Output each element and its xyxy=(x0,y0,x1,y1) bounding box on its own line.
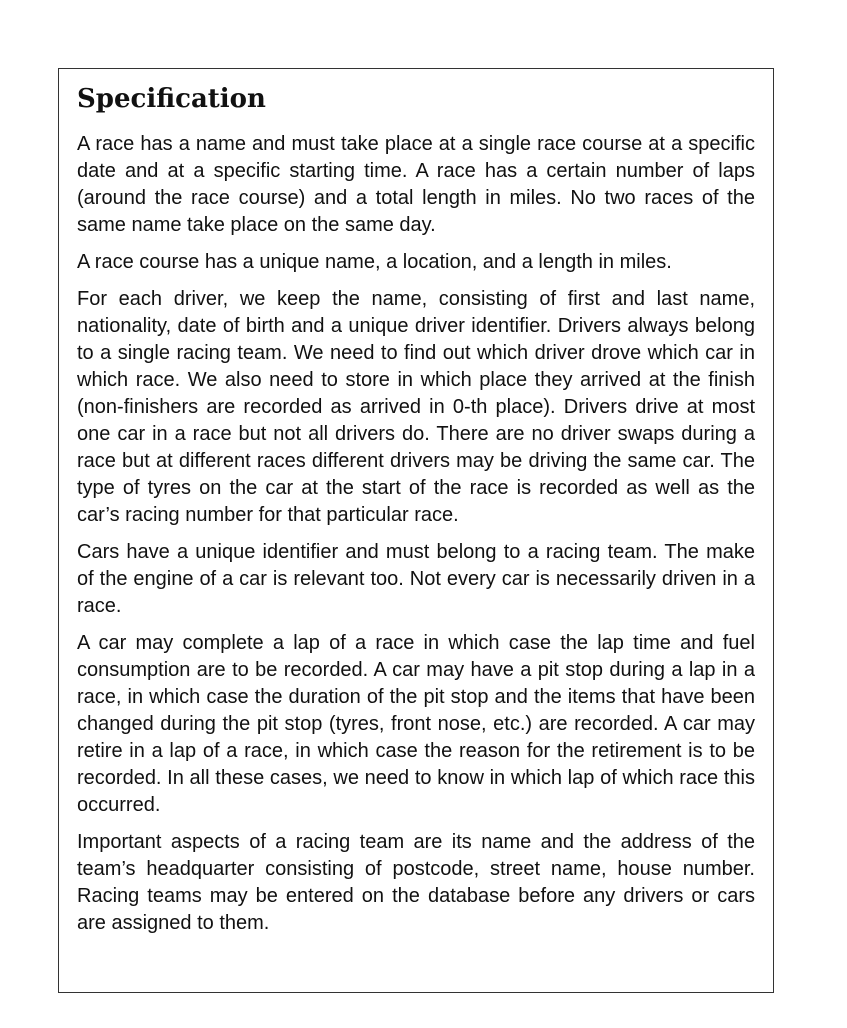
paragraph-racing-team: Important aspects of a racing team are its name and the address of the team’s headquarter consisting of postcode, street name, house number. Racing teams may be entered on the database before any drivers or cars are assigned to them. xyxy=(77,831,755,934)
paragraph-race-course: A race course has a unique name, a location, and a length in miles. xyxy=(77,251,672,273)
paragraph-cars: Cars have a unique identifier and must belong to a racing team. The make of the engine of a car is relevant too. Not every car is necessarily driven in a race. xyxy=(77,541,755,617)
paragraph-race: A race has a name and must take place at a single race course at a specific date and at a specific starting time. A race has a certain number of laps (around the race course) and a total length in miles. No two races of the same name take place on the same day. xyxy=(77,133,755,236)
paragraph-laps-pit-stops: A car may complete a lap of a race in which case the lap time and fuel consumption are to be recorded. A car may have a pit stop during a lap in a race, in which case the duration of the pit stop and the items that have been changed during the pit stop (tyres, front nose, etc.) are recorded. A car may retire in a lap of a race, in which case the reason for the retirement is to be recorded. In all these cases, we need to know in which lap of which race this occurred. xyxy=(77,632,755,816)
specification-title: Specification xyxy=(77,84,266,114)
paragraph-driver: For each driver, we keep the name, consisting of first and last name, nationality, date of birth and a unique driver identifier. Drivers always belong to a single racing team. We need to find out which driver drove which car in which race. We also need to store in which place they arrived at the finish (non-finishers are recorded as arrived in 0-th place). Drivers drive at most one car in a race but not all drivers do. There are no driver swaps during a race but at different races different drivers may be driving the same car. The type of tyres on the car at the start of the race is recorded as well as the car’s racing number for that particular race. xyxy=(77,288,755,526)
specification-box xyxy=(58,68,774,993)
